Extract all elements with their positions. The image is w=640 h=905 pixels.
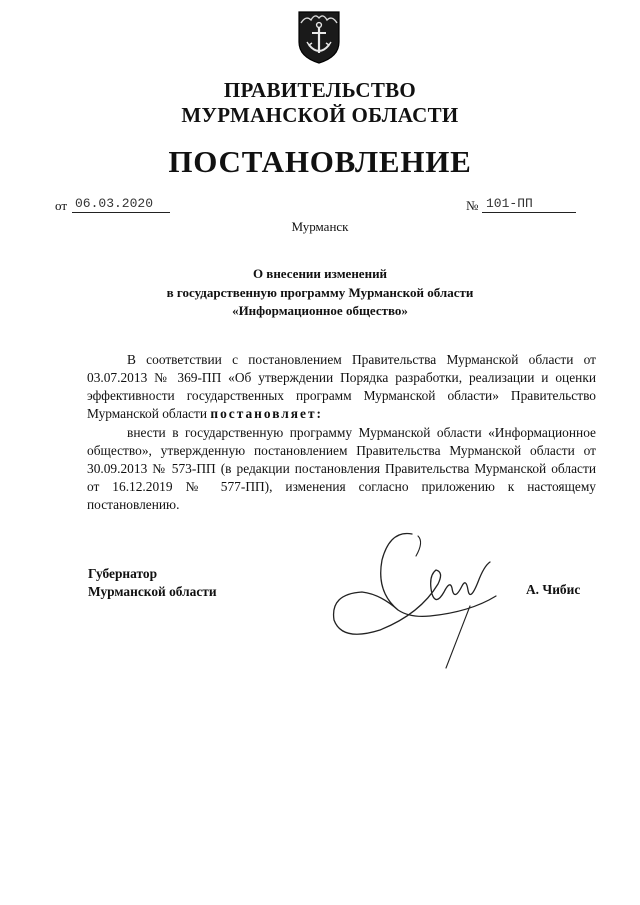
coat-of-arms-icon xyxy=(296,9,342,65)
subject-line3: «Информационное общество» xyxy=(232,303,408,318)
signer-name: А. Чибис xyxy=(526,582,581,597)
body-paragraph-1-text: В соответствии с постановлением Правительства Мурманской области от 03.07.2013 № 369-ПП «Об утверждении Порядка разработки, реализации и оценки эффективности государственных программ Мурманской области» Правительство Мурманской области xyxy=(87,352,596,421)
document-type-title: ПОСТАНОВЛЕНИЕ xyxy=(168,144,472,179)
date-label: от xyxy=(55,198,68,213)
signer-title-line1: Губернатор xyxy=(88,566,158,581)
city-name: Мурманск xyxy=(291,219,349,234)
number-value: 101-ПП xyxy=(486,196,533,211)
handwritten-signature xyxy=(320,522,520,672)
body-paragraph-2: внести в государственную программу Мурманской области «Информационное общество», утвержденную постановлением Правительства Мурманской области от 30.09.2013 № 573-ПП (в редакции постановления Правительства Мурманской области от 16.12.2019 № 577-ПП), изменения согласно приложению к настоящему постановлению. xyxy=(87,425,596,512)
number-label: № xyxy=(466,198,479,213)
decree-word: постановляет: xyxy=(210,406,324,421)
subject-line1: О внесении изменений xyxy=(252,266,388,281)
body-paragraph-1 xyxy=(87,351,596,423)
signer-title-line2: Мурманской области xyxy=(88,584,217,599)
subject-line2: в государственную программу Мурманской области xyxy=(166,285,474,300)
date-value: 06.03.2020 xyxy=(75,196,154,211)
org-name-line1: ПРАВИТЕЛЬСТВО xyxy=(223,78,417,102)
org-name-line2: МУРМАНСКОЙ ОБЛАСТИ xyxy=(181,103,459,127)
